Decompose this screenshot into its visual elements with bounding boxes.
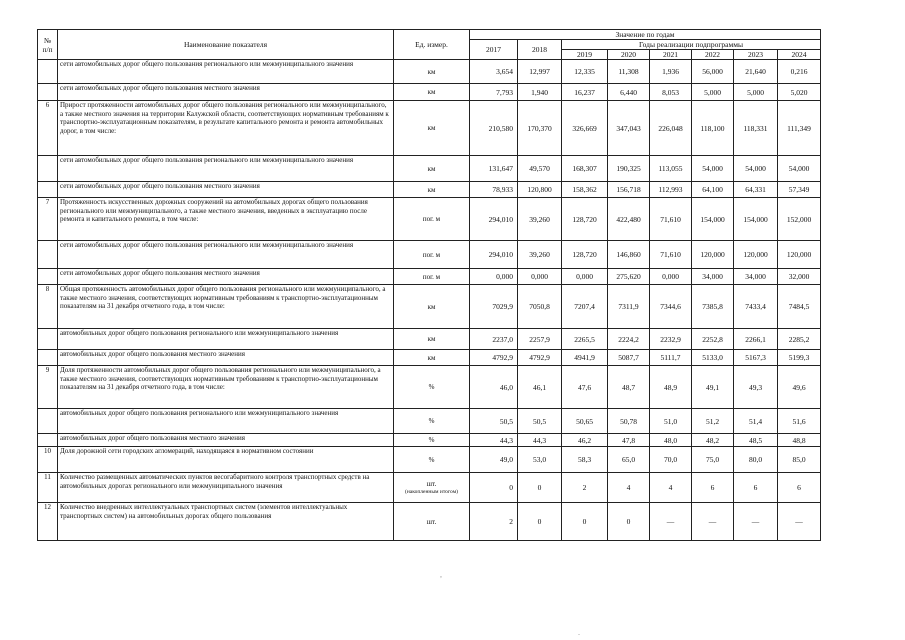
value-cell-2023: 5,000 [734, 84, 778, 101]
table-row [38, 473, 821, 503]
indicators-table [37, 29, 821, 541]
unit-cell [394, 84, 470, 101]
unit-cell [394, 285, 470, 329]
row-number [38, 350, 58, 366]
value-cell-2020: 2224,2 [608, 329, 650, 350]
value-cell-2018: 0 [518, 473, 562, 503]
value-cell-2018: 0 [518, 503, 562, 541]
value-cell-2023: 6 [734, 473, 778, 503]
unit-label: шт. [426, 479, 437, 488]
value-cell-2019: 128,720 [562, 198, 608, 241]
value-cell-2017: 2237,0 [470, 329, 518, 350]
row-number: 8 [38, 285, 58, 329]
value-cell-2019: 50,65 [562, 409, 608, 434]
value-cell-2022: 34,000 [692, 269, 734, 285]
value-cell-2023: 5167,3 [734, 350, 778, 366]
value-cell-2018: 170,370 [518, 101, 562, 156]
row-number: 9 [38, 366, 58, 409]
value-cell-2020: 190,325 [608, 156, 650, 182]
indicator-name: Количество внедренных интеллектуальных транспортных систем (элементов интеллектуальных транспортных систем) на автомобильных дорогах общего пользования [58, 503, 394, 541]
header-name: Наименование показателя [58, 30, 394, 60]
value-cell-2023: 154,000 [734, 198, 778, 241]
value-cell-2020: 50,78 [608, 409, 650, 434]
value-cell-2019: 168,307 [562, 156, 608, 182]
value-cell-2022: 6 [692, 473, 734, 503]
value-cell-2018: 0,000 [518, 269, 562, 285]
unit-label: км [427, 353, 436, 362]
value-cell-2020: 4 [608, 473, 650, 503]
table-row [38, 182, 821, 198]
table-row [38, 434, 821, 447]
value-cell-2020: 47,8 [608, 434, 650, 447]
value-cell-2021: 7344,6 [650, 285, 692, 329]
value-cell-2024: 152,000 [778, 198, 821, 241]
value-cell-2020: 0 [608, 503, 650, 541]
value-cell-2022: 64,100 [692, 182, 734, 198]
row-number [38, 329, 58, 350]
unit-label: км [427, 164, 436, 173]
value-cell-2024: 49,6 [778, 366, 821, 409]
unit-label: пог. м [422, 250, 441, 259]
unit-label: км [427, 185, 436, 194]
unit-label: % [428, 436, 435, 444]
value-cell-2022: 48,2 [692, 434, 734, 447]
unit-label: км [427, 88, 436, 96]
value-cell-2019: 46,2 [562, 434, 608, 447]
value-cell-2019: 128,720 [562, 241, 608, 269]
row-number [38, 269, 58, 285]
value-cell-2021: 4 [650, 473, 692, 503]
value-cell-2017: 3,654 [470, 60, 518, 84]
value-cell-2022: 5,000 [692, 84, 734, 101]
indicator-name: сети автомобильных дорог общего пользования регионального или межмуниципального значения [58, 60, 394, 84]
indicator-name: сети автомобильных дорог общего пользования местного значения [58, 182, 394, 198]
scan-mark: . [578, 628, 580, 637]
value-cell-2018: 39,260 [518, 198, 562, 241]
value-cell-2018: 39,260 [518, 241, 562, 269]
value-cell-2020: 156,718 [608, 182, 650, 198]
value-cell-2017: 7029,9 [470, 285, 518, 329]
table-row [38, 60, 821, 84]
value-cell-2021: 71,610 [650, 241, 692, 269]
value-cell-2021: 112,993 [650, 182, 692, 198]
indicator-name: сети автомобильных дорог общего пользования местного значения [58, 84, 394, 101]
value-cell-2018: 46,1 [518, 366, 562, 409]
value-cell-2017: 46,0 [470, 366, 518, 409]
value-cell-2024: 32,000 [778, 269, 821, 285]
value-cell-2017: 210,580 [470, 101, 518, 156]
value-cell-2020: 48,7 [608, 366, 650, 409]
value-cell-2023: 49,3 [734, 366, 778, 409]
value-cell-2017: 131,647 [470, 156, 518, 182]
unit-label: пог. м [422, 215, 441, 223]
indicator-name: Количество размещенных автоматических пунктов весогабаритного контроля транспортных средств на автомобильных дорогах регионального или межмуниципального значения [58, 473, 394, 503]
value-cell-2019: 0,000 [562, 269, 608, 285]
value-cell-2021: 0,000 [650, 269, 692, 285]
unit-label: % [428, 383, 435, 391]
header-year-2022: 2022 [692, 50, 734, 60]
value-cell-2023: 118,331 [734, 101, 778, 156]
value-cell-2019: 2265,5 [562, 329, 608, 350]
unit-cell [394, 366, 470, 409]
indicator-name: сети автомобильных дорог общего пользования регионального или межмуниципального значения [58, 156, 394, 182]
unit-cell [394, 241, 470, 269]
value-cell-2020: 65,0 [608, 447, 650, 473]
header-subprogram-years: Годы реализации подпрограммы [562, 40, 821, 50]
value-cell-2022: — [692, 503, 734, 541]
value-cell-2021: 71,610 [650, 198, 692, 241]
unit-cell [394, 473, 470, 503]
value-cell-2017: 294,010 [470, 241, 518, 269]
value-cell-2024: 54,000 [778, 156, 821, 182]
table-row [38, 366, 821, 409]
header-unit: Ед. измер. [394, 30, 470, 60]
value-cell-2021: 5111,7 [650, 350, 692, 366]
table-row [38, 329, 821, 350]
value-cell-2018: 49,570 [518, 156, 562, 182]
value-cell-2021: 51,0 [650, 409, 692, 434]
value-cell-2024: 57,349 [778, 182, 821, 198]
indicator-name: Прирост протяженности автомобильных дорог общего пользования регионального или межмуниципального, а также местного значения на территории Калужской области, соответствующих нормативным требованиям к транспортно-эксплуатационным показателям, в результате капитального ремонта и ремонта автомобильных дорог, в том числе: [58, 101, 394, 156]
header-year-2018: 2018 [518, 40, 562, 60]
value-cell-2020: 146,860 [608, 241, 650, 269]
value-cell-2018: 120,800 [518, 182, 562, 198]
value-cell-2022: 51,2 [692, 409, 734, 434]
unit-cell [394, 269, 470, 285]
value-cell-2021: 48,9 [650, 366, 692, 409]
indicator-name: Протяженность искусственных дорожных сооружений на автомобильных дорогах общего пользования регионального или межмуниципального, а также местного значения, введенных в эксплуатацию после ремонта и капитального ремонта, в том числе: [58, 198, 394, 241]
unit-label: км [427, 335, 436, 343]
row-number: 10 [38, 447, 58, 473]
unit-cell [394, 447, 470, 473]
value-cell-2021: — [650, 503, 692, 541]
value-cell-2023: 54,000 [734, 156, 778, 182]
value-cell-2019: 7207,4 [562, 285, 608, 329]
value-cell-2019: 158,362 [562, 182, 608, 198]
unit-cell [394, 350, 470, 366]
row-number [38, 409, 58, 434]
value-cell-2023: 51,4 [734, 409, 778, 434]
value-cell-2024: 7484,5 [778, 285, 821, 329]
value-cell-2024: 6 [778, 473, 821, 503]
value-cell-2022: 54,000 [692, 156, 734, 182]
row-number: 11 [38, 473, 58, 503]
unit-cell [394, 198, 470, 241]
unit-cell [394, 503, 470, 541]
row-number [38, 60, 58, 84]
unit-cell [394, 60, 470, 84]
value-cell-2018: 50,5 [518, 409, 562, 434]
value-cell-2020: 7311,9 [608, 285, 650, 329]
value-cell-2021: 226,048 [650, 101, 692, 156]
value-cell-2023: 120,000 [734, 241, 778, 269]
header-values-by-year: Значение по годам [470, 30, 821, 40]
value-cell-2021: 2232,9 [650, 329, 692, 350]
value-cell-2023: 21,640 [734, 60, 778, 84]
value-cell-2017: 2 [470, 503, 518, 541]
header-year-2024: 2024 [778, 50, 821, 60]
value-cell-2020: 6,440 [608, 84, 650, 101]
indicator-name: Доля протяженности автомобильных дорог общего пользования регионального или межмуниципального, а также местного значения, соответствующих нормативным требованиям к транспортно-эксплуатационным показателям на 31 декабря отчетного года, в том числе: [58, 366, 394, 409]
row-number [38, 434, 58, 447]
value-cell-2019: 16,237 [562, 84, 608, 101]
value-cell-2024: 85,0 [778, 447, 821, 473]
value-cell-2021: 8,053 [650, 84, 692, 101]
table-row [38, 447, 821, 473]
value-cell-2024: 111,349 [778, 101, 821, 156]
value-cell-2017: 4792,9 [470, 350, 518, 366]
value-cell-2019: 4941,9 [562, 350, 608, 366]
row-number: 12 [38, 503, 58, 541]
value-cell-2022: 7385,8 [692, 285, 734, 329]
table-row [38, 84, 821, 101]
unit-cell [394, 329, 470, 350]
value-cell-2017: 50,5 [470, 409, 518, 434]
header-year-2023: 2023 [734, 50, 778, 60]
table-body [38, 60, 821, 541]
table-row [38, 156, 821, 182]
value-cell-2021: 1,936 [650, 60, 692, 84]
row-number [38, 241, 58, 269]
unit-label: км [427, 302, 436, 311]
value-cell-2017: 0,000 [470, 269, 518, 285]
value-cell-2022: 49,1 [692, 366, 734, 409]
unit-label: % [428, 417, 435, 425]
indicator-name: автомобильных дорог общего пользования местного значения [58, 350, 394, 366]
value-cell-2020: 11,308 [608, 60, 650, 84]
indicator-name: Доля дорожной сети городских агломераций, находящаяся в нормативном состоянии [58, 447, 394, 473]
value-cell-2023: 2266,1 [734, 329, 778, 350]
unit-label: % [428, 455, 435, 464]
value-cell-2022: 2252,8 [692, 329, 734, 350]
value-cell-2022: 118,100 [692, 101, 734, 156]
value-cell-2024: — [778, 503, 821, 541]
value-cell-2024: 48,8 [778, 434, 821, 447]
header-year-2020: 2020 [608, 50, 650, 60]
value-cell-2023: 80,0 [734, 447, 778, 473]
table-row [38, 350, 821, 366]
value-cell-2024: 5,020 [778, 84, 821, 101]
value-cell-2023: 34,000 [734, 269, 778, 285]
table-row [38, 503, 821, 541]
value-cell-2022: 5133,0 [692, 350, 734, 366]
value-cell-2020: 5087,7 [608, 350, 650, 366]
value-cell-2021: 48,0 [650, 434, 692, 447]
value-cell-2023: 7433,4 [734, 285, 778, 329]
indicator-name: Общая протяженность автомобильных дорог общего пользования регионального или межмуниципального, а также местного значения, соответствующих нормативным требованиям к транспортно-эксплуатационным показателям на 31 декабря отчетного года, в том числе: [58, 285, 394, 329]
value-cell-2018: 44,3 [518, 434, 562, 447]
table-row [38, 101, 821, 156]
value-cell-2024: 120,000 [778, 241, 821, 269]
value-cell-2023: 48,5 [734, 434, 778, 447]
indicator-name: автомобильных дорог общего пользования регионального или межмуниципального значения [58, 329, 394, 350]
table-row [38, 198, 821, 241]
value-cell-2020: 422,480 [608, 198, 650, 241]
unit-label: км [427, 67, 436, 76]
value-cell-2024: 0,216 [778, 60, 821, 84]
value-cell-2021: 70,0 [650, 447, 692, 473]
value-cell-2019: 12,335 [562, 60, 608, 84]
value-cell-2022: 75,0 [692, 447, 734, 473]
unit-cell [394, 434, 470, 447]
value-cell-2017: 294,010 [470, 198, 518, 241]
header-num: № п/п [38, 30, 58, 60]
value-cell-2022: 154,000 [692, 198, 734, 241]
value-cell-2020: 275,620 [608, 269, 650, 285]
row-number: 6 [38, 101, 58, 156]
value-cell-2019: 0 [562, 503, 608, 541]
row-number [38, 156, 58, 182]
value-cell-2017: 0 [470, 473, 518, 503]
unit-label: км [427, 124, 436, 132]
table-row [38, 241, 821, 269]
header-year-2019: 2019 [562, 50, 608, 60]
table-row [38, 269, 821, 285]
value-cell-2017: 44,3 [470, 434, 518, 447]
value-cell-2019: 47,6 [562, 366, 608, 409]
unit-label: шт. [426, 517, 437, 526]
value-cell-2021: 113,055 [650, 156, 692, 182]
value-cell-2024: 2285,2 [778, 329, 821, 350]
value-cell-2020: 347,043 [608, 101, 650, 156]
value-cell-2018: 12,997 [518, 60, 562, 84]
row-number [38, 182, 58, 198]
value-cell-2017: 78,933 [470, 182, 518, 198]
unit-label: пог. м [422, 272, 441, 281]
table-row [38, 285, 821, 329]
indicator-name: автомобильных дорог общего пользования местного значения [58, 434, 394, 447]
header-year-2017: 2017 [470, 40, 518, 60]
row-number: 7 [38, 198, 58, 241]
unit-cell [394, 156, 470, 182]
value-cell-2019: 58,3 [562, 447, 608, 473]
value-cell-2024: 5199,3 [778, 350, 821, 366]
value-cell-2022: 56,000 [692, 60, 734, 84]
indicator-name: автомобильных дорог общего пользования регионального или межмуниципального значения [58, 409, 394, 434]
value-cell-2017: 7,793 [470, 84, 518, 101]
unit-note: (накопленным итогом) [404, 488, 459, 495]
value-cell-2017: 49,0 [470, 447, 518, 473]
unit-cell [394, 409, 470, 434]
value-cell-2022: 120,000 [692, 241, 734, 269]
value-cell-2018: 2257,9 [518, 329, 562, 350]
scan-mark: , [440, 570, 442, 579]
value-cell-2018: 1,940 [518, 84, 562, 101]
value-cell-2019: 326,669 [562, 101, 608, 156]
value-cell-2018: 53,0 [518, 447, 562, 473]
indicator-name: сети автомобильных дорог общего пользования регионального или межмуниципального значения [58, 241, 394, 269]
value-cell-2024: 51,6 [778, 409, 821, 434]
value-cell-2018: 4792,9 [518, 350, 562, 366]
row-number [38, 84, 58, 101]
unit-cell [394, 101, 470, 156]
value-cell-2019: 2 [562, 473, 608, 503]
unit-cell [394, 182, 470, 198]
value-cell-2018: 7050,8 [518, 285, 562, 329]
value-cell-2023: — [734, 503, 778, 541]
table-row [38, 409, 821, 434]
indicator-name: сети автомобильных дорог общего пользования местного значения [58, 269, 394, 285]
header-year-2021: 2021 [650, 50, 692, 60]
value-cell-2023: 64,331 [734, 182, 778, 198]
